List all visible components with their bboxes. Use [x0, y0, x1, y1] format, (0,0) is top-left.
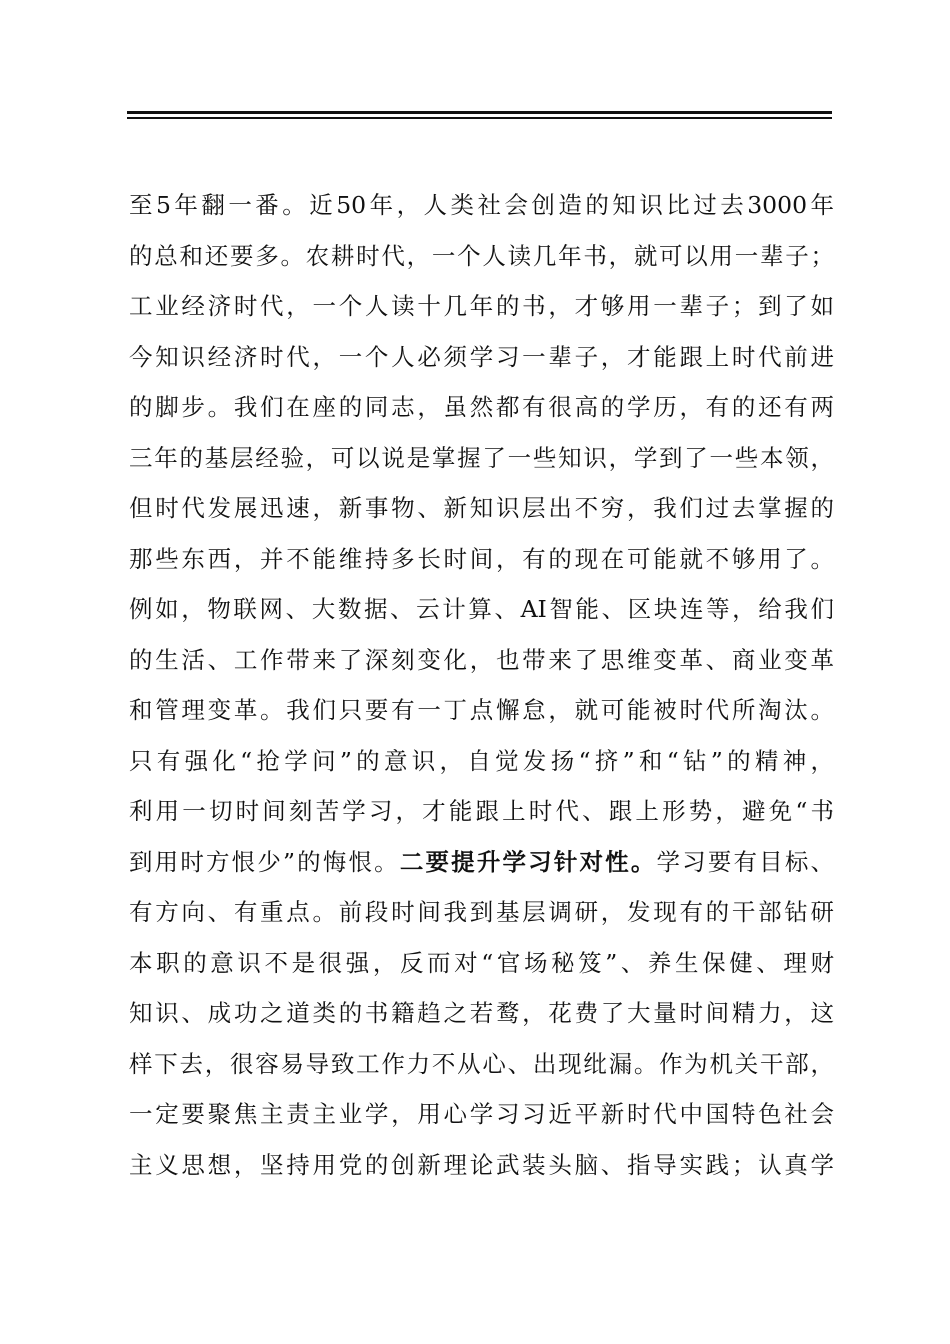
text-run: 利用一切时间刻苦学习，才能跟上时代、跟上形势，避免“书	[129, 797, 834, 825]
text-run: 的脚步。我们在座的同志，虽然都有很高的学历，有的还有两	[129, 393, 834, 421]
bold-heading-run: 二要提升学习针对性。	[399, 847, 657, 876]
text-line	[129, 1089, 834, 1140]
text-line	[129, 180, 834, 231]
text-line	[129, 483, 834, 534]
text-run: 今知识经济时代，一个人必须学习一辈子，才能跟上时代前进	[129, 342, 834, 371]
text-run: 例如，物联网、大数据、云计算、AI智能、区块连等，给我们	[129, 595, 834, 623]
text-run: 到用时方恨少”的悔恨。	[129, 847, 400, 876]
text-run: 工业经济时代，一个人读十几年的书，才够用一辈子；到了如	[129, 292, 834, 320]
text-line	[129, 332, 834, 383]
text-run: 样下去，很容易导致工作力不从心、出现纰漏。作为机关干部，	[129, 1049, 834, 1078]
text-line	[129, 635, 834, 686]
text-line	[129, 988, 834, 1039]
text-line	[129, 736, 834, 787]
text-line	[129, 887, 834, 938]
text-run: 至5年翻一番。近50年，人类社会创造的知识比过去3000年	[129, 191, 834, 219]
text-run: 三年的基层经验，可以说是掌握了一些知识，学到了一些本领，	[129, 443, 834, 472]
text-run: 主义思想，坚持用党的创新理论武装头脑、指导实践；认真学	[129, 1150, 834, 1179]
text-line	[129, 382, 834, 433]
body-text	[129, 180, 834, 1190]
text-run: 的总和还要多。农耕时代，一个人读几年书，就可以用一辈子；	[129, 241, 834, 270]
text-run: 但时代发展迅速，新事物、新知识层出不穷，我们过去掌握的	[129, 494, 834, 522]
text-run: 的生活、工作带来了深刻变化，也带来了思维变革、商业变革	[129, 645, 834, 674]
text-line	[129, 534, 834, 585]
text-line	[129, 231, 834, 282]
text-line	[129, 685, 834, 736]
text-line	[129, 584, 834, 635]
text-run: 和管理变革。我们只要有一丁点懈怠，就可能被时代所淘汰。	[129, 696, 834, 724]
text-run: 本职的意识不是很强，反而对“官场秘笈”、养生保健、理财	[129, 948, 834, 977]
text-line	[129, 938, 834, 989]
header-rule-thick	[127, 111, 832, 114]
text-line	[129, 837, 834, 888]
text-run: 学习要有目标、	[656, 847, 835, 876]
text-line	[129, 786, 834, 837]
text-line	[129, 1140, 834, 1191]
text-run: 一定要聚焦主责主业学，用心学习习近平新时代中国特色社会	[129, 1100, 834, 1128]
header-rule-thin	[127, 117, 832, 119]
text-run: 只有强化“抢学问”的意识，自觉发扬“挤”和“钻”的精神，	[129, 746, 834, 775]
text-line	[129, 281, 834, 332]
text-run: 那些东西，并不能维持多长时间，有的现在可能就不够用了。	[129, 544, 834, 573]
text-run: 知识、成功之道类的书籍趋之若鹜，花费了大量时间精力，这	[129, 999, 834, 1027]
text-line	[129, 433, 834, 484]
text-line	[129, 1039, 834, 1090]
text-run: 有方向、有重点。前段时间我到基层调研，发现有的干部钻研	[129, 898, 834, 926]
